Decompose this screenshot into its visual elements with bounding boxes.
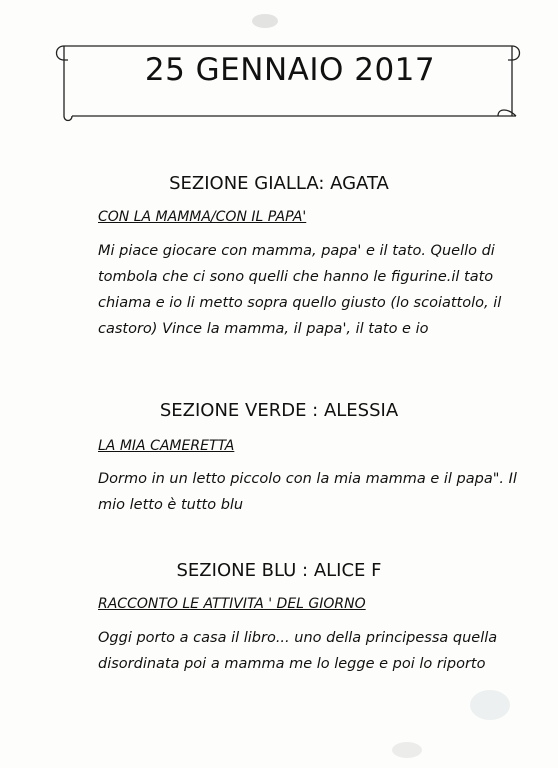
section-heading: SEZIONE VERDE : ALESSIA [159,400,399,421]
smudge-mark [252,14,278,28]
title-banner [50,38,530,128]
smudge-mark [392,742,422,758]
section-body: Mi piace giocare con mamma, papa' e il tato. Quello di tombola che ci sono quelli che hanno le figurine.il tato chiama e io li metto sopra quello giusto (lo scoiattolo, il castoro) Vince la mamma, il papa', il tato e io [98,243,502,337]
smudge-mark [470,690,510,720]
section-heading: SEZIONE GIALLA: AGATA [169,173,389,194]
section-body: Dormo in un letto piccolo con la mia mamma e il papa". Il mio letto è tutto blu [98,471,517,513]
section-subtitle: RACCONTO LE ATTIVITA ' DEL GIORNO [98,596,366,612]
section-subtitle: CON LA MAMMA/CON IL PAPA' [98,209,307,225]
section-heading: SEZIONE BLU : ALICE F [176,560,382,581]
section-subtitle: LA MIA CAMERETTA [98,438,235,454]
section-body: Oggi porto a casa il libro... uno della principessa quella disordinata poi a mamma me lo legge e poi lo riporto [98,630,498,672]
page-title: 25 GENNAIO 2017 [144,52,436,88]
